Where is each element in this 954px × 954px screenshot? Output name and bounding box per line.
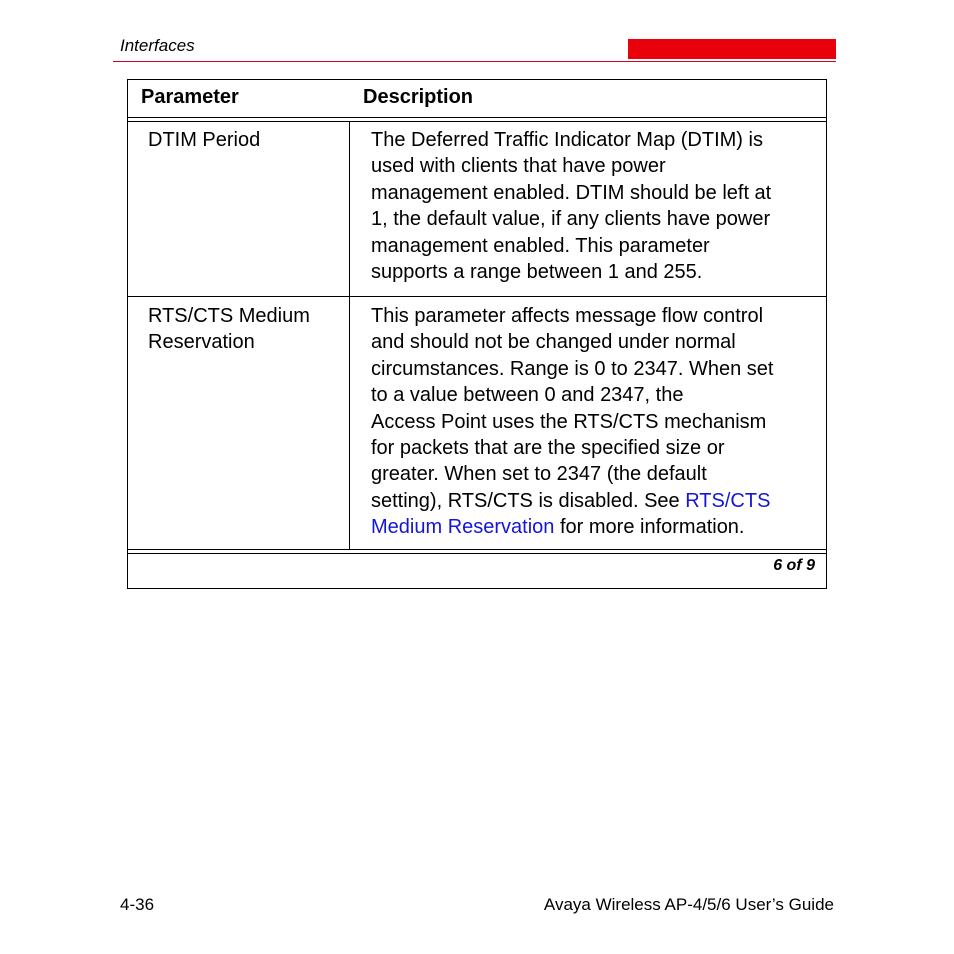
description-line: used with clients that have power xyxy=(371,155,666,178)
description-line: Access Point uses the RTS/CTS mechanism xyxy=(371,410,767,433)
row-dtim-description xyxy=(371,127,821,285)
description-line: The Deferred Traffic Indicator Map (DTIM) is xyxy=(371,129,763,151)
table-end-rule-top xyxy=(128,549,826,550)
parameter-line: RTS/CTS Medium xyxy=(148,305,310,327)
rtscts-reference-link[interactable]: RTS/CTS xyxy=(685,489,771,512)
row-rtscts-parameter xyxy=(148,303,343,356)
row-divider xyxy=(128,296,826,297)
parameter-table xyxy=(127,79,827,589)
header-rule xyxy=(113,61,836,62)
guide-title: Avaya Wireless AP-4/5/6 User’s Guide xyxy=(543,895,834,914)
description-line: to a value between 0 and 2347, the xyxy=(371,384,684,407)
header-rule-top xyxy=(128,117,826,118)
description-line-with-link xyxy=(371,514,821,540)
description-line: management enabled. This parameter xyxy=(371,234,710,257)
header-accent-bar xyxy=(628,39,836,59)
parameter-line: DTIM Period xyxy=(148,129,261,151)
column-header-description: Description xyxy=(363,86,474,108)
description-line: 1, the default value, if any clients have power xyxy=(371,208,771,231)
header-rule-bottom xyxy=(128,121,826,122)
row-rtscts-description xyxy=(371,303,821,541)
description-text: for more information. xyxy=(554,516,745,539)
description-line: circumstances. Range is 0 to 2347. When set xyxy=(371,357,774,380)
description-line-with-link xyxy=(371,488,821,514)
page-number: 4-36 xyxy=(120,895,155,914)
column-divider xyxy=(349,121,350,549)
description-line: greater. When set to 2347 (the default xyxy=(371,463,707,486)
description-line: This parameter affects message flow control xyxy=(371,305,764,327)
table-page-counter: 6 of 9 xyxy=(773,557,815,574)
description-line: management enabled. DTIM should be left at xyxy=(371,181,772,204)
description-line: and should not be changed under normal xyxy=(371,331,736,354)
parameter-line: Reservation xyxy=(148,331,255,354)
table-end-rule-bottom xyxy=(128,553,826,554)
rtscts-reference-link-continued[interactable]: Medium Reservation xyxy=(371,516,555,539)
description-line: for packets that are the specified size or xyxy=(371,437,725,460)
description-text: setting), RTS/CTS is disabled. See xyxy=(371,489,680,512)
section-title: Interfaces xyxy=(120,36,195,55)
column-header-parameter: Parameter xyxy=(141,86,239,108)
description-line: supports a range between 1 and 255. xyxy=(371,261,703,284)
row-dtim-parameter xyxy=(148,127,343,153)
